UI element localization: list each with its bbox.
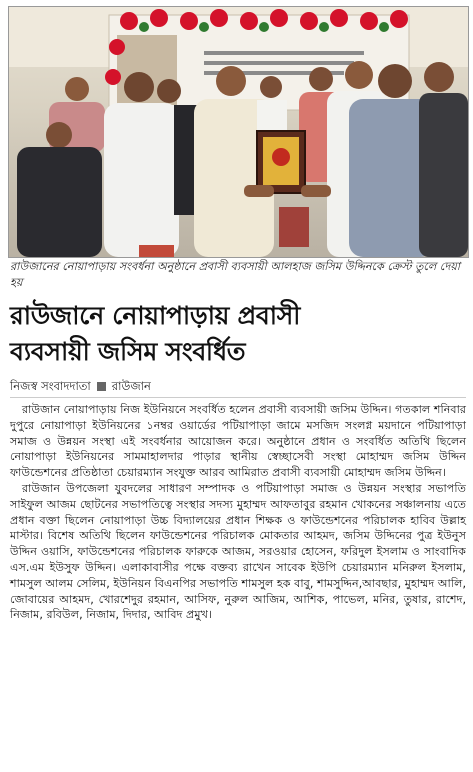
news-photo (8, 6, 469, 258)
byline (10, 378, 466, 394)
article-body (10, 402, 466, 623)
headline (10, 298, 466, 370)
headline-line-1: রাউজানে নোয়াপাড়ায় প্রবাসী (10, 301, 301, 330)
reporter-name: নিজস্ব সংবাদদাতা (10, 379, 91, 393)
dateline-location: রাউজান (111, 379, 151, 393)
photo-illustration (9, 7, 468, 257)
byline-divider (10, 397, 466, 398)
headline-line-2: ব্যবসায়ী জসিম সংবর্ধিত (10, 337, 246, 366)
article-paragraph-1: রাউজান নোয়াপাড়ায় নিজ ইউনিয়নে সংবর্ধিত হলেন প্রবাসী ব্যবসায়ী জসিম উদ্দিন। গতকাল শনিবার দুপুরে নোয়াপাড়া ইউনিয়নের ১নম্বর ওয়ার্ডের পটিয়াপাড়া জামে মসজিদ সংলগ্ন ময়দানে পটিয়াপাড়া সমাজ ও উন্নয়ন সংস্থা এই সংবর্ধনার আয়োজন করে। অনুষ্ঠানে প্রধান ও সংবর্ধিত অতিথি ছিলেন নোয়াপাড়া ইউনিয়নের সামমাহালদার পাড়ার স্থানীয় স্বেচ্ছাসেবী সংস্থা মোহাম্মদ জসিম উদ্দিন ফাউন্ডেশনের প্রতিষ্ঠাতা চেয়ারম্যান সংযুক্ত আরব আমিরাত প্রবাসী ব্যবসায়ী মোহাম্মদ জসিম উদ্দিন। (10, 403, 466, 480)
separator-square-icon (97, 382, 106, 391)
photo-caption: রাউজানের নোয়াপাড়ায় সংবর্ধনা অনুষ্ঠানে প্রবাসী ব্যবসায়ী আলহাজ জসিম উদ্দিনকে ক্রেস্ট তুলে দেয়া হয় (10, 260, 461, 289)
article-paragraph-2: রাউজান উপজেলা যুবদলের সাধারণ সম্পাদক ও পটিয়াপাড়া সমাজ ও উন্নয়ন সংস্থার সভাপতি সাইফুল আজম ছোটনের সভাপতিত্বে সংস্থার সদস্য মুহাম্মদ আফতাবুর রহমান খোকনের সঞ্চালনায় এতে প্রধান বক্তা ছিলেন নোয়াপাড়া উচ্চ বিদ্যালয়ের প্রধান শিক্ষক ও ফাউন্ডেশনের পরিচালক হাবিব উল্লাহ মাস্টার। বিশেষ অতিথি ছিলেন ফাউন্ডেশনের পরিচালক মোকতার আহমদ, জসিম উদ্দিনের পুত্র ইউনুস উদ্দিন ওয়াসি, ফাউন্ডেশনের পরিচালক ফারুকে আজম, সরওয়ার হোসেন, ফরিদুল ইসলাম ও সাংবাদিক এস.এম ইউসুফ উদ্দিন। এলাকাবাসীর পক্ষে বক্তব্য রাখেন সাবেক ইউপি চেয়ারম্যান মনিরুল ইসলাম, শামসুল আলম সেলিম, ইউনিয়ন বিএনপির সভাপতি শামসুল হক বাবু, শামসুদ্দিন,আবছার, মুহাম্মদ আলি, জোবায়ের আহমদ, খোরশেদুর রহমান, আসিফ, নুরুল আজিম, আশিক, পাভেল, মনির, তুষার, রাশেদ, নিজাম, রবিউল, নিজাম, দিদার, আবিদ প্রমুখ। (10, 481, 466, 622)
